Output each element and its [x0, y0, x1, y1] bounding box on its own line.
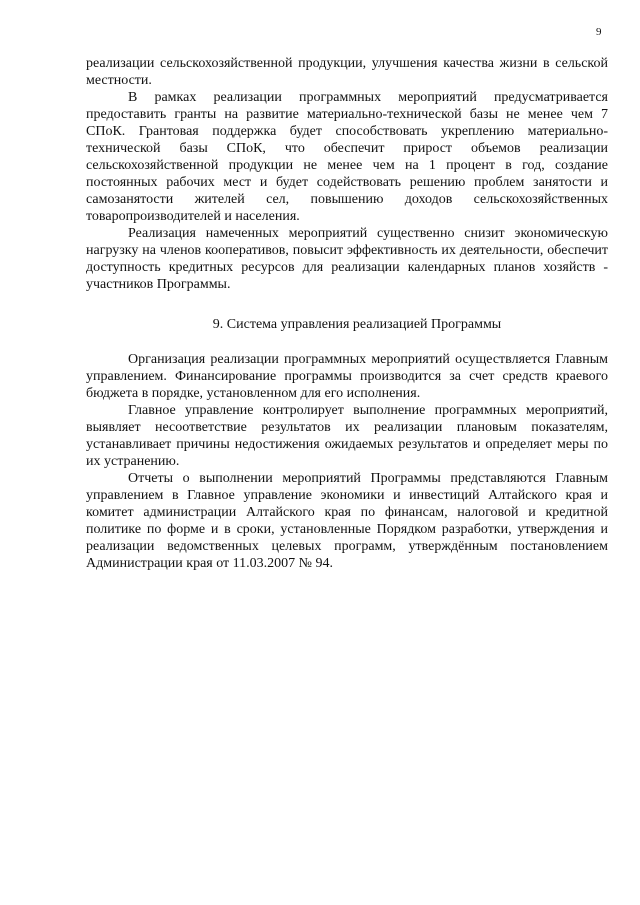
section-heading-container: [86, 316, 608, 333]
text-block-section-9: [86, 351, 608, 572]
paragraph-organization: Организация реализации программных мероприятий осуществляется Главным управлением. Финансирование программы производится за счет средств краевого бюджета в порядке, установленном для его исполнения.: [86, 352, 608, 401]
text-block-before-section: [86, 55, 608, 293]
section-heading: 9. Система управления реализацией Программы: [212, 317, 502, 332]
paragraph-reports: Отчеты о выполнении мероприятий Программы представляются Главным управлением в Главное управление экономики и инвестиций Алтайского края и комитет администрации Алтайского края по финансам, налоговой и кредитной политике по форме и в сроки, установленные Порядком разработки, утверждения и реализации ведомственных целевых программ, утверждённым постановлением Администрации края от 11.03.2007 № 94.: [86, 471, 608, 571]
paragraph-continuation: реализации сельскохозяйственной продукции, улучшения качества жизни в сельской местности.: [86, 56, 608, 88]
paragraph-implementation: Реализация намеченных мероприятий существенно снизит экономическую нагрузку на членов кооперативов, повысит эффективность их деятельности, обеспечит доступность кредитных ресурсов для реализации календарных планов хозяйств - участников Программы.: [86, 226, 608, 292]
paragraph-control: Главное управление контролирует выполнение программных мероприятий, выявляет несоответствие результатов их реализации плановым показателям, устанавливает причины недостижения ожидаемых результатов и определяет меры по их устранению.: [86, 403, 608, 469]
page-number: 9: [596, 26, 602, 38]
paragraph-grants: В рамках реализации программных мероприятий предусматривается предоставить гранты на развитие материально-технической базы не менее чем 7 СПоК. Грантовая поддержка будет способствовать укреплению материально-технической базы СПоК, что обеспечит прирост объемов реализации сельскохозяйственной продукции не менее чем на 1 процент в год, создание постоянных рабочих мест и будет содействовать решению проблем занятости и самозанятости жителей сел, повышению доходов сельскохозяйственных товаропроизводителей и населения.: [86, 90, 608, 224]
